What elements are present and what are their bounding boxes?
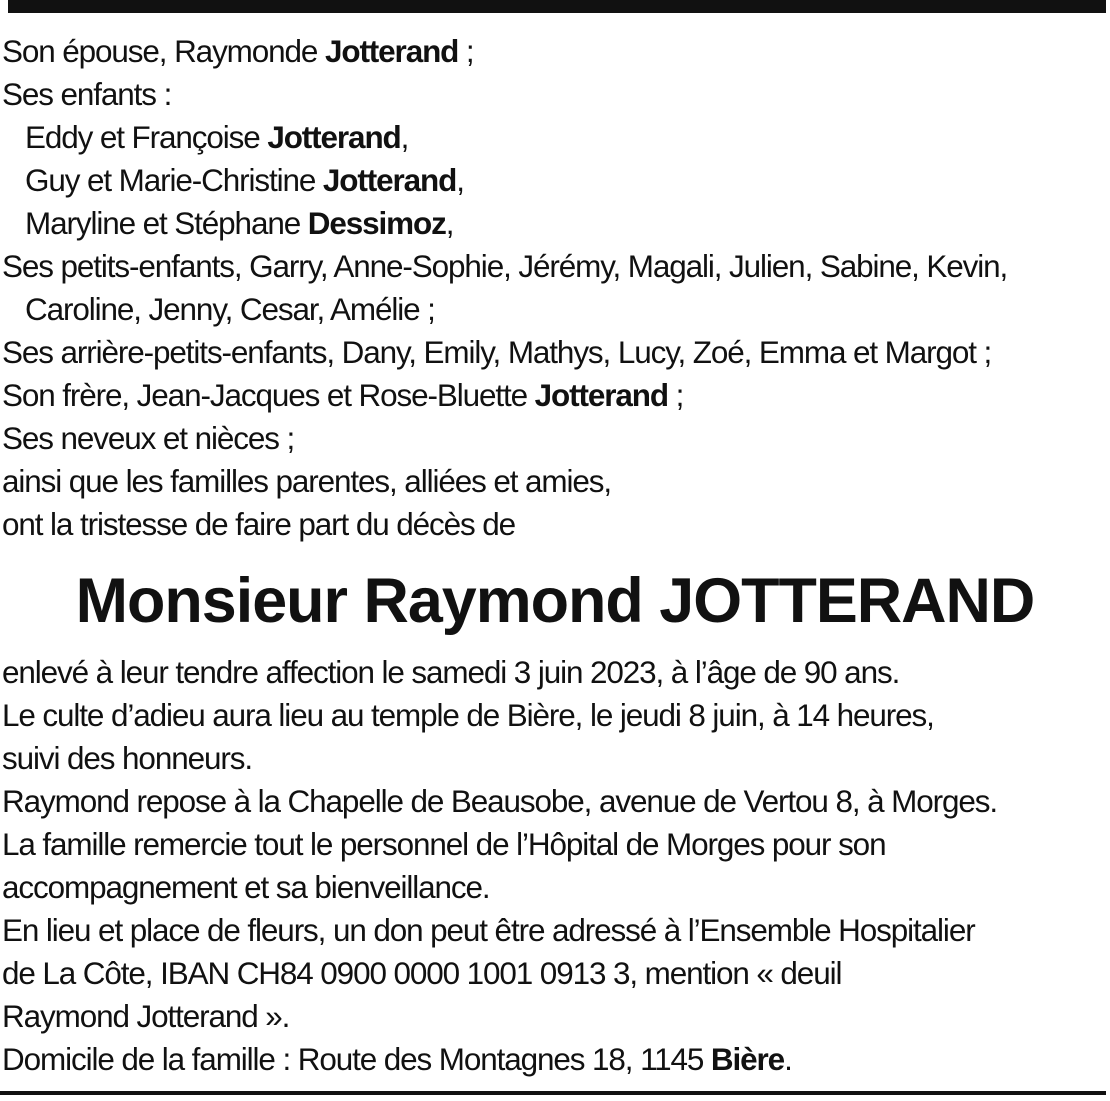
details-line: En lieu et place de fleurs, un don peut être adressé à l’Ensemble Hospitalier [2, 913, 975, 948]
child-suffix: , [456, 163, 464, 198]
details-line: suivi des honneurs. [2, 741, 252, 776]
child-names: Guy et Marie-Christine [25, 163, 323, 198]
details-line: Le culte d’adieu aura lieu au temple de Bière, le jeudi 8 juin, à 14 heures, [2, 698, 934, 733]
grandchildren-line: Ses petits-enfants, Garry, Anne-Sophie, Jérémy, Magali, Julien, Sabine, Kevin, [2, 249, 1008, 284]
domicile-town: Bière [710, 1042, 785, 1077]
great-grandchildren-line: Ses arrière-petits-enfants, Dany, Emily, Mathys, Lucy, Zoé, Emma et Margot ; [2, 335, 992, 370]
spouse-suffix: ; [458, 34, 474, 69]
details-line: Raymond Jotterand ». [2, 999, 290, 1034]
top-rule [8, 0, 1106, 13]
details-line: enlevé à leur tendre affection le samedi 3 juin 2023, à l’âge de 90 ans. [2, 655, 900, 690]
child-names: Maryline et Stéphane [25, 206, 308, 241]
spouse-line [2, 30, 1108, 73]
bottom-rule [0, 1091, 1106, 1095]
child-line [2, 116, 1108, 159]
child-line [2, 159, 1108, 202]
funeral-details [2, 651, 1108, 1081]
child-surname: Jotterand [322, 163, 457, 198]
grandchildren-line-continued: Caroline, Jenny, Cesar, Amélie ; [25, 292, 435, 327]
nephews-line: Ses neveux et nièces ; [2, 421, 295, 456]
details-line: La famille remercie tout le personnel de l’Hôpital de Morges pour son [2, 827, 886, 862]
child-surname: Jotterand [267, 120, 401, 155]
domicile-text: Domicile de la famille : Route des Montagnes 18, 1145 [2, 1042, 711, 1077]
domicile-line [2, 1038, 1108, 1081]
deceased-name: Monsieur Raymond JOTTERAND [75, 566, 1035, 636]
details-line: accompagnement et sa bienveillance. [2, 870, 490, 905]
child-surname: Dessimoz [307, 206, 446, 241]
details-line: de La Côte, IBAN CH84 0900 0000 1001 0913 3, mention « deuil [2, 956, 842, 991]
domicile-suffix: . [784, 1042, 792, 1077]
details-line: Raymond repose à la Chapelle de Beausobe, avenue de Vertou 8, à Morges. [2, 784, 997, 819]
announcement-line: ont la tristesse de faire part du décès de [2, 507, 516, 542]
spouse-text: Son épouse, Raymonde [2, 34, 325, 69]
relatives-line: ainsi que les familles parentes, alliées et amies, [2, 464, 612, 499]
child-suffix: , [445, 206, 454, 241]
brother-suffix: ; [668, 378, 684, 413]
child-suffix: , [400, 120, 409, 155]
child-names: Eddy et Françoise [25, 120, 268, 155]
brother-line [2, 374, 1108, 417]
children-heading: Ses enfants : [2, 77, 172, 112]
child-line [2, 202, 1108, 245]
brother-text: Son frère, Jean-Jacques et Rose-Bluette [2, 378, 535, 413]
family-list [2, 30, 1108, 546]
spouse-surname: Jotterand [324, 34, 459, 69]
brother-surname: Jotterand [534, 378, 669, 413]
